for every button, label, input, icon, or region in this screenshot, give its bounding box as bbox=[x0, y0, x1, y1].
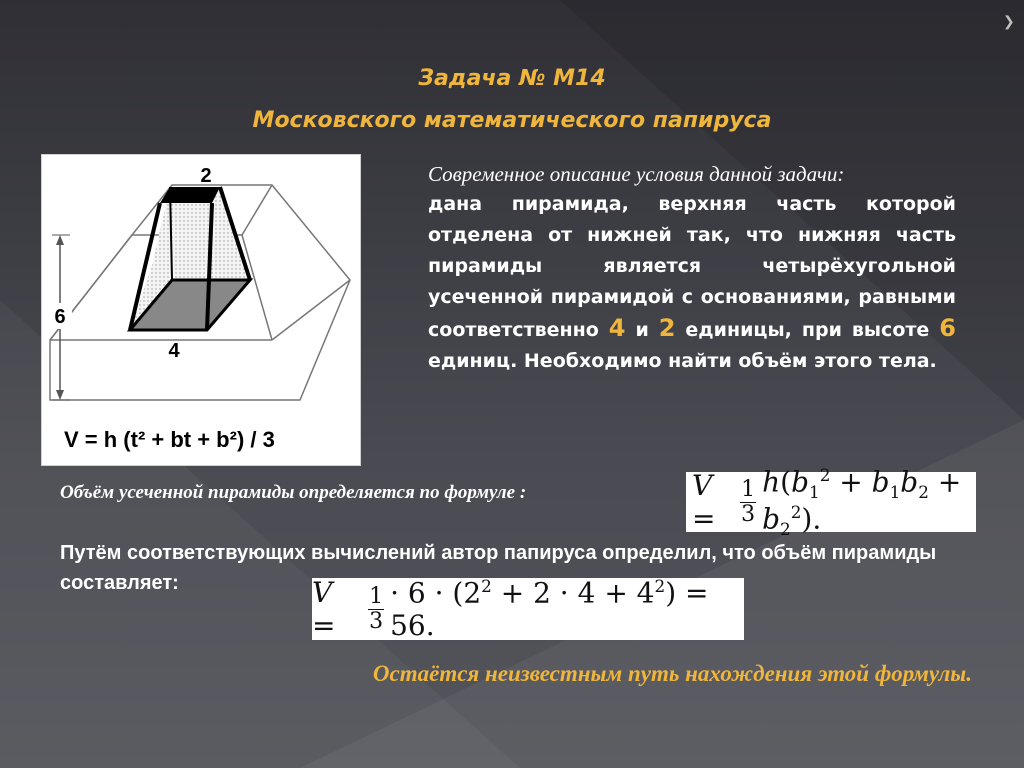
slide-title-line-1: Задача № М14 bbox=[418, 66, 606, 91]
figure-formula: V = h (t² + bt + b²) / 3 bbox=[64, 427, 275, 452]
description-part1: дана пирамида, верхняя часть которой отделена от нижней так, что нижняя часть пирамиды является четырёхугольной усеченной пирамидой с основаниями, равными соответственно bbox=[428, 193, 956, 341]
frustum-volume-formula: V = $\frac{1}{3}$ $h(b_1^2 + b_1b_2 + b_2^2)$. bbox=[686, 472, 976, 532]
base-value-4: 4 bbox=[608, 314, 626, 342]
bullet-arrow-icon: ❯ bbox=[1003, 13, 1015, 29]
description-body bbox=[428, 189, 956, 377]
description-part3: единиц. Необходимо найти объём этого тела. bbox=[428, 350, 937, 372]
problem-description bbox=[428, 160, 956, 377]
base-value-2: 2 bbox=[658, 314, 676, 342]
description-lead: Современное описание условия данной задачи: bbox=[428, 162, 845, 186]
height-label: 6 bbox=[54, 306, 66, 328]
pyramid-diagram bbox=[42, 155, 360, 465]
pyramid-figure bbox=[42, 155, 360, 465]
formula-caption: Объём усеченной пирамиды определяется по формуле : bbox=[60, 482, 527, 503]
height-value-6: 6 bbox=[939, 314, 956, 342]
description-part2: единицы, при высоте bbox=[685, 319, 930, 341]
slide-title-line-2: Московского математического папируса bbox=[252, 108, 772, 133]
inner-top-black bbox=[160, 187, 220, 203]
top-label: 2 bbox=[200, 165, 212, 187]
description-and: и bbox=[635, 319, 649, 341]
bottom-label: 4 bbox=[168, 340, 180, 362]
calculation-formula: V = $\frac{1}{3}$ · $6 \cdot (2^2 + 2 \cdot 4 + 4^2) = 56$. bbox=[312, 578, 744, 640]
calculation-text: Путём соответствующих вычислений автор папируса определил, что объём пирамиды составляет: bbox=[60, 542, 937, 594]
conclusion-text: Остаётся неизвестным путь нахождения этой формулы. bbox=[372, 661, 972, 686]
